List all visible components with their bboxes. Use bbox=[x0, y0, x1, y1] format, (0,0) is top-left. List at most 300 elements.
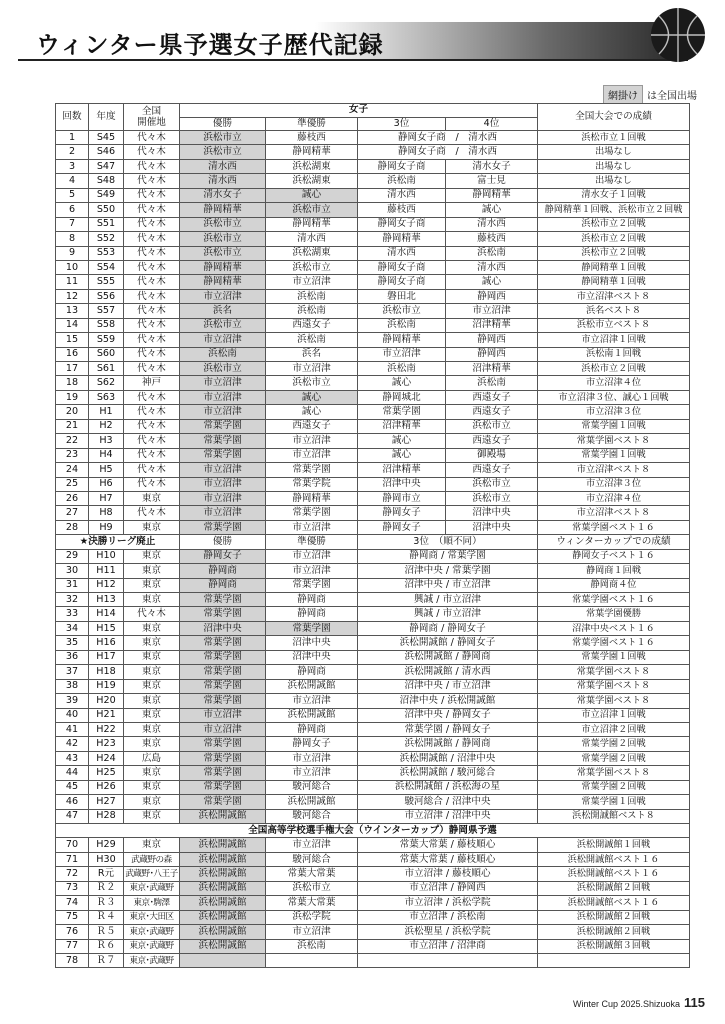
third-cell: 沼津中央 / 浜松開誠館 bbox=[358, 694, 538, 708]
year-cell: R元 bbox=[89, 867, 124, 881]
winner-cell: 常葉学園 bbox=[180, 520, 266, 534]
year-cell: H25 bbox=[89, 766, 124, 780]
round-cell: 22 bbox=[56, 434, 89, 448]
runner-cell: 浜松市立 bbox=[266, 376, 358, 390]
national-result-cell: 常葉学園２回戦 bbox=[538, 751, 690, 765]
table-row bbox=[56, 506, 690, 520]
year-cell: H26 bbox=[89, 780, 124, 794]
round-cell: 74 bbox=[56, 896, 89, 910]
fourth-cell: 富士見 bbox=[446, 174, 538, 188]
winner-cell: 浜松市立 bbox=[180, 362, 266, 376]
venue-cell: 東京 bbox=[124, 708, 180, 722]
table-row bbox=[56, 953, 690, 967]
venue-cell: 東京 bbox=[124, 809, 180, 823]
round-cell: 39 bbox=[56, 694, 89, 708]
runner-cell: 駿河総合 bbox=[266, 852, 358, 866]
winner-cell: 常葉学園 bbox=[180, 751, 266, 765]
winner-cell: 浜松開誠館 bbox=[180, 939, 266, 953]
runner-cell: 常葉学園 bbox=[266, 506, 358, 520]
title-underline bbox=[18, 59, 688, 61]
round-cell: 9 bbox=[56, 246, 89, 260]
national-result-cell: 静岡精華１回戦 bbox=[538, 275, 690, 289]
national-result-cell: 浜松開誠館２回戦 bbox=[538, 881, 690, 895]
third-cell: 誠心 bbox=[358, 376, 446, 390]
round-cell: 30 bbox=[56, 564, 89, 578]
venue-cell: 代々木 bbox=[124, 145, 180, 159]
runner-cell bbox=[266, 953, 358, 967]
national-result-cell: 常葉学園ベスト１６ bbox=[538, 520, 690, 534]
venue-cell: 東京･駒澤 bbox=[124, 896, 180, 910]
header-winner: 優勝 bbox=[180, 117, 266, 131]
national-result-cell: 浜松開誠館２回戦 bbox=[538, 925, 690, 939]
venue-cell: 代々木 bbox=[124, 463, 180, 477]
venue-cell: 代々木 bbox=[124, 405, 180, 419]
third-cell: 磐田北 bbox=[358, 289, 446, 303]
third-cell: 誠心 bbox=[358, 434, 446, 448]
third-cell: 市立沼津 bbox=[358, 347, 446, 361]
year-cell: H14 bbox=[89, 607, 124, 621]
venue-cell: 代々木 bbox=[124, 448, 180, 462]
runner-cell: 浜松開誠館 bbox=[266, 795, 358, 809]
year-cell: H27 bbox=[89, 795, 124, 809]
table-row bbox=[56, 925, 690, 939]
round-cell: 3 bbox=[56, 159, 89, 173]
winner-cell: 浜松開誠館 bbox=[180, 881, 266, 895]
winner-cell: 常葉学園 bbox=[180, 419, 266, 433]
table-row bbox=[56, 722, 690, 736]
venue-cell: 東京･武蔵野 bbox=[124, 953, 180, 967]
round-cell: 25 bbox=[56, 477, 89, 491]
year-cell: Ｒ３ bbox=[89, 896, 124, 910]
runner-cell: 静岡商 bbox=[266, 665, 358, 679]
winner-cell: 市立沼津 bbox=[180, 491, 266, 505]
table-row bbox=[56, 795, 690, 809]
year-cell: Ｒ６ bbox=[89, 939, 124, 953]
third-cell: 常葉学園 bbox=[358, 405, 446, 419]
national-result-cell: 市立沼津ベスト８ bbox=[538, 289, 690, 303]
winner-cell: 市立沼津 bbox=[180, 722, 266, 736]
table-row bbox=[56, 188, 690, 202]
fourth-cell: 静岡西 bbox=[446, 333, 538, 347]
winner-cell: 常葉学園 bbox=[180, 650, 266, 664]
third-cell: 浜松開誠館 / 静岡商 bbox=[358, 650, 538, 664]
runner-cell: 常葉学園 bbox=[266, 621, 358, 635]
venue-cell: 代々木 bbox=[124, 275, 180, 289]
third-cell: 市立沼津 / 浜松学院 bbox=[358, 896, 538, 910]
national-result-cell: 常葉学園１回戦 bbox=[538, 419, 690, 433]
year-cell: Ｒ５ bbox=[89, 925, 124, 939]
national-result-cell: 浜松市立１回戦 bbox=[538, 131, 690, 145]
third-cell: 静岡女子商 / 清水西 bbox=[358, 131, 538, 145]
runner-cell: 市立沼津 bbox=[266, 925, 358, 939]
table-row bbox=[56, 650, 690, 664]
table-row bbox=[56, 867, 690, 881]
year-cell: H6 bbox=[89, 477, 124, 491]
runner-cell: 常葉大常葉 bbox=[266, 896, 358, 910]
year-cell: H4 bbox=[89, 448, 124, 462]
round-cell: 17 bbox=[56, 362, 89, 376]
winner-cell: 浜松開誠館 bbox=[180, 925, 266, 939]
winner-cell: 市立沼津 bbox=[180, 390, 266, 404]
winner-cell: 常葉学園 bbox=[180, 434, 266, 448]
third-cell: 静岡女子商 bbox=[358, 159, 446, 173]
basketball-icon bbox=[649, 6, 707, 64]
table-row bbox=[56, 881, 690, 895]
runner-cell: 浜松学院 bbox=[266, 910, 358, 924]
venue-cell: 代々木 bbox=[124, 260, 180, 274]
runner-cell: 浜松南 bbox=[266, 289, 358, 303]
year-cell: S49 bbox=[89, 188, 124, 202]
third-cell: 静岡女子 bbox=[358, 506, 446, 520]
year-cell: H29 bbox=[89, 838, 124, 852]
winner-cell: 浜松市立 bbox=[180, 246, 266, 260]
winner-cell: 静岡精華 bbox=[180, 275, 266, 289]
runner-cell: 常葉学園 bbox=[266, 463, 358, 477]
year-cell: H16 bbox=[89, 636, 124, 650]
venue-cell: 代々木 bbox=[124, 333, 180, 347]
round-cell: 76 bbox=[56, 925, 89, 939]
third-cell: 興誠 / 市立沼津 bbox=[358, 593, 538, 607]
year-cell: H22 bbox=[89, 722, 124, 736]
fourth-cell: 沼津中央 bbox=[446, 506, 538, 520]
third-cell: 常葉大常葉 / 藤枝順心 bbox=[358, 838, 538, 852]
national-result-cell: 清水女子１回戦 bbox=[538, 188, 690, 202]
third-cell: 静岡商 / 静岡女子 bbox=[358, 621, 538, 635]
year-cell: H18 bbox=[89, 665, 124, 679]
venue-cell: 代々木 bbox=[124, 289, 180, 303]
table-row bbox=[56, 593, 690, 607]
venue-cell: 東京 bbox=[124, 578, 180, 592]
winner-cell: 浜松開誠館 bbox=[180, 867, 266, 881]
national-result-cell: 市立沼津１回戦 bbox=[538, 333, 690, 347]
national-result-cell: 常葉学園１回戦 bbox=[538, 650, 690, 664]
venue-cell: 東京 bbox=[124, 593, 180, 607]
year-cell: S61 bbox=[89, 362, 124, 376]
fourth-cell: 清水西 bbox=[446, 260, 538, 274]
table-row bbox=[56, 708, 690, 722]
national-result-cell: 浜松開誠館ベスト１６ bbox=[538, 896, 690, 910]
table-row bbox=[56, 405, 690, 419]
round-cell: 75 bbox=[56, 910, 89, 924]
year-cell: S45 bbox=[89, 131, 124, 145]
third-cell: 浜松南 bbox=[358, 174, 446, 188]
third-cell: 浜松開誠館 / 清水西 bbox=[358, 665, 538, 679]
winner-cell: 常葉学園 bbox=[180, 665, 266, 679]
header-runner: 準優勝 bbox=[266, 117, 358, 131]
national-result-cell: 静岡精華１回戦 bbox=[538, 260, 690, 274]
venue-cell: 東京 bbox=[124, 665, 180, 679]
round-cell: 38 bbox=[56, 679, 89, 693]
round-cell: 45 bbox=[56, 780, 89, 794]
fourth-cell: 静岡西 bbox=[446, 289, 538, 303]
national-result-cell: 常葉学園ベスト８ bbox=[538, 679, 690, 693]
table-row bbox=[56, 520, 690, 534]
venue-cell: 東京･武蔵野 bbox=[124, 881, 180, 895]
winner-cell: 浜松開誠館 bbox=[180, 809, 266, 823]
third-cell: 浜松市立 bbox=[358, 304, 446, 318]
third-cell: 浜松開誠館 / 浜松海の星 bbox=[358, 780, 538, 794]
year-cell: S60 bbox=[89, 347, 124, 361]
round-cell: 70 bbox=[56, 838, 89, 852]
third-cell: 静岡女子商 / 清水西 bbox=[358, 145, 538, 159]
third-cell: 浜松南 bbox=[358, 318, 446, 332]
third-cell: 浜松開誠館 / 駿河総合 bbox=[358, 766, 538, 780]
third-cell: 浜松聖星 / 浜松学院 bbox=[358, 925, 538, 939]
national-result-cell: 市立沼津４位 bbox=[538, 376, 690, 390]
table-row bbox=[56, 636, 690, 650]
winner-cell: 市立沼津 bbox=[180, 333, 266, 347]
venue-cell: 代々木 bbox=[124, 607, 180, 621]
national-result-cell: 市立沼津ベスト８ bbox=[538, 506, 690, 520]
runner-cell: 誠心 bbox=[266, 188, 358, 202]
national-result-cell bbox=[538, 953, 690, 967]
round-cell: 4 bbox=[56, 174, 89, 188]
national-result-cell: 静岡女子ベスト１６ bbox=[538, 549, 690, 563]
table-row bbox=[56, 131, 690, 145]
winner-cell: 常葉学園 bbox=[180, 593, 266, 607]
national-result-cell: 浜松市立ベスト８ bbox=[538, 318, 690, 332]
page-title: ウィンター県予選女子歴代記録 bbox=[36, 31, 384, 59]
table-row bbox=[56, 809, 690, 823]
header-row bbox=[56, 104, 690, 118]
section-row bbox=[56, 535, 690, 549]
table-row bbox=[56, 260, 690, 274]
third-cell: 静岡精華 bbox=[358, 333, 446, 347]
venue-cell: 代々木 bbox=[124, 174, 180, 188]
venue-cell: 代々木 bbox=[124, 347, 180, 361]
fourth-cell: 浜松南 bbox=[446, 376, 538, 390]
third-cell: 浜松開誠館 / 静岡商 bbox=[358, 737, 538, 751]
winner-cell: 清水女子 bbox=[180, 188, 266, 202]
winner-cell: 常葉学園 bbox=[180, 679, 266, 693]
round-cell: 16 bbox=[56, 347, 89, 361]
national-result-cell: 常葉学園ベスト８ bbox=[538, 434, 690, 448]
third-cell: 静岡市立 bbox=[358, 491, 446, 505]
runner-cell: 浜松開誠館 bbox=[266, 708, 358, 722]
table-row bbox=[56, 477, 690, 491]
winner-cell: 常葉学園 bbox=[180, 780, 266, 794]
year-cell: S54 bbox=[89, 260, 124, 274]
winner-cell: 静岡精華 bbox=[180, 260, 266, 274]
round-cell: 1 bbox=[56, 131, 89, 145]
runner-cell: 市立沼津 bbox=[266, 448, 358, 462]
fourth-cell: 静岡西 bbox=[446, 347, 538, 361]
venue-cell: 代々木 bbox=[124, 246, 180, 260]
table-row bbox=[56, 852, 690, 866]
third-cell bbox=[358, 953, 538, 967]
round-cell: 6 bbox=[56, 203, 89, 217]
national-result-cell: 浜松開誠館ベスト１６ bbox=[538, 852, 690, 866]
runner-cell: 常葉学園 bbox=[266, 578, 358, 592]
section-runner: 準優勝 bbox=[266, 535, 358, 549]
national-result-cell: 市立沼津３位 bbox=[538, 477, 690, 491]
table-row bbox=[56, 607, 690, 621]
year-cell: Ｒ７ bbox=[89, 953, 124, 967]
winner-cell: 浜松市立 bbox=[180, 217, 266, 231]
runner-cell: 静岡商 bbox=[266, 607, 358, 621]
round-cell: 72 bbox=[56, 867, 89, 881]
national-result-cell: 常葉学園ベスト１６ bbox=[538, 593, 690, 607]
third-cell: 沼津精華 bbox=[358, 463, 446, 477]
table-row bbox=[56, 159, 690, 173]
header-venue: 全国 開催地 bbox=[124, 104, 180, 131]
round-cell: 41 bbox=[56, 722, 89, 736]
table-row bbox=[56, 679, 690, 693]
national-result-cell: 浜松市立２回戦 bbox=[538, 362, 690, 376]
runner-cell: 浜松湖東 bbox=[266, 174, 358, 188]
round-cell: 43 bbox=[56, 751, 89, 765]
year-cell: H1 bbox=[89, 405, 124, 419]
year-cell: S52 bbox=[89, 232, 124, 246]
table-row bbox=[56, 463, 690, 477]
runner-cell: 駿河総合 bbox=[266, 780, 358, 794]
table-row bbox=[56, 751, 690, 765]
year-cell: S57 bbox=[89, 304, 124, 318]
table-row bbox=[56, 838, 690, 852]
round-cell: 34 bbox=[56, 621, 89, 635]
header-third: 3位 bbox=[358, 117, 446, 131]
year-cell: H8 bbox=[89, 506, 124, 520]
round-cell: 29 bbox=[56, 549, 89, 563]
fourth-cell: 浜松市立 bbox=[446, 477, 538, 491]
round-cell: 10 bbox=[56, 260, 89, 274]
table-row bbox=[56, 390, 690, 404]
venue-cell: 東京 bbox=[124, 520, 180, 534]
round-cell: 18 bbox=[56, 376, 89, 390]
national-result-cell: 静岡商１回戦 bbox=[538, 564, 690, 578]
runner-cell: 市立沼津 bbox=[266, 434, 358, 448]
third-cell: 沼津中央 / 市立沼津 bbox=[358, 578, 538, 592]
round-cell: 36 bbox=[56, 650, 89, 664]
header-national: 全国大会での成績 bbox=[538, 104, 690, 131]
round-cell: 11 bbox=[56, 275, 89, 289]
winner-cell: 沼津中央 bbox=[180, 621, 266, 635]
venue-cell: 代々木 bbox=[124, 434, 180, 448]
round-cell: 37 bbox=[56, 665, 89, 679]
national-result-cell: 常葉学園１回戦 bbox=[538, 795, 690, 809]
winner-cell: 常葉学園 bbox=[180, 737, 266, 751]
national-result-cell: 市立沼津４位 bbox=[538, 491, 690, 505]
section-row bbox=[56, 824, 690, 838]
fourth-cell: 沼津精華 bbox=[446, 318, 538, 332]
runner-cell: 浜松南 bbox=[266, 939, 358, 953]
winner-cell: 浜松市立 bbox=[180, 145, 266, 159]
venue-cell: 神戸 bbox=[124, 376, 180, 390]
winner-cell: 常葉学園 bbox=[180, 607, 266, 621]
table-row bbox=[56, 549, 690, 563]
national-result-cell: 常葉学園１回戦 bbox=[538, 448, 690, 462]
national-result-cell: 静岡商４位 bbox=[538, 578, 690, 592]
venue-cell: 東京･大田区 bbox=[124, 910, 180, 924]
third-cell: 静岡商 / 常葉学園 bbox=[358, 549, 538, 563]
runner-cell: 浜松市立 bbox=[266, 260, 358, 274]
winner-cell: 浜名 bbox=[180, 304, 266, 318]
table-row bbox=[56, 304, 690, 318]
fourth-cell: 静岡精華 bbox=[446, 188, 538, 202]
round-cell: 47 bbox=[56, 809, 89, 823]
table-row bbox=[56, 780, 690, 794]
year-cell: S51 bbox=[89, 217, 124, 231]
winner-cell: 浜松開誠館 bbox=[180, 838, 266, 852]
venue-cell: 東京 bbox=[124, 780, 180, 794]
national-result-cell: 常葉学園ベスト１６ bbox=[538, 636, 690, 650]
national-result-cell: 常葉学園ベスト８ bbox=[538, 766, 690, 780]
round-cell: 40 bbox=[56, 708, 89, 722]
venue-cell: 代々木 bbox=[124, 304, 180, 318]
national-result-cell: 常葉学園２回戦 bbox=[538, 737, 690, 751]
third-cell: 市立沼津 / 沼津中央 bbox=[358, 809, 538, 823]
national-result-cell: 浜松開誠館ベスト１６ bbox=[538, 867, 690, 881]
table-row bbox=[56, 232, 690, 246]
fourth-cell: 西遠女子 bbox=[446, 434, 538, 448]
fourth-cell: 浜松南 bbox=[446, 246, 538, 260]
winner-cell: 静岡商 bbox=[180, 564, 266, 578]
third-cell: 浜松開誠館 / 沼津中央 bbox=[358, 751, 538, 765]
runner-cell: 誠心 bbox=[266, 405, 358, 419]
round-cell: 2 bbox=[56, 145, 89, 159]
year-cell: Ｒ２ bbox=[89, 881, 124, 895]
winner-cell: 浜松市立 bbox=[180, 131, 266, 145]
fourth-cell: 誠心 bbox=[446, 203, 538, 217]
winner-cell: 市立沼津 bbox=[180, 708, 266, 722]
third-cell: 清水西 bbox=[358, 246, 446, 260]
national-result-cell: 常葉学園ベスト８ bbox=[538, 694, 690, 708]
year-cell: H20 bbox=[89, 694, 124, 708]
year-cell: H23 bbox=[89, 737, 124, 751]
table-row bbox=[56, 896, 690, 910]
fourth-cell: 沼津精華 bbox=[446, 362, 538, 376]
venue-cell: 東京 bbox=[124, 636, 180, 650]
table-row bbox=[56, 694, 690, 708]
runner-cell: 浜松湖東 bbox=[266, 246, 358, 260]
fourth-cell: 誠心 bbox=[446, 275, 538, 289]
runner-cell: 市立沼津 bbox=[266, 549, 358, 563]
table-row bbox=[56, 333, 690, 347]
winner-cell: 常葉学園 bbox=[180, 795, 266, 809]
year-cell: H10 bbox=[89, 549, 124, 563]
year-cell: S55 bbox=[89, 275, 124, 289]
venue-cell: 東京 bbox=[124, 795, 180, 809]
runner-cell: 静岡精華 bbox=[266, 217, 358, 231]
table-row bbox=[56, 665, 690, 679]
year-cell: H12 bbox=[89, 578, 124, 592]
runner-cell: 浜松南 bbox=[266, 333, 358, 347]
year-cell: S56 bbox=[89, 289, 124, 303]
round-cell: 78 bbox=[56, 953, 89, 967]
year-cell: H30 bbox=[89, 852, 124, 866]
venue-cell: 代々木 bbox=[124, 131, 180, 145]
legend-text: は全国出場 bbox=[647, 91, 697, 102]
winner-cell: 常葉学園 bbox=[180, 694, 266, 708]
table-row bbox=[56, 737, 690, 751]
runner-cell: 浜名 bbox=[266, 347, 358, 361]
runner-cell: 静岡商 bbox=[266, 593, 358, 607]
fourth-cell: 西遠女子 bbox=[446, 390, 538, 404]
winner-cell: 静岡商 bbox=[180, 578, 266, 592]
runner-cell: 静岡精華 bbox=[266, 491, 358, 505]
table-row bbox=[56, 217, 690, 231]
national-result-cell: 出場なし bbox=[538, 145, 690, 159]
runner-cell: 静岡商 bbox=[266, 722, 358, 736]
round-cell: 20 bbox=[56, 405, 89, 419]
national-result-cell: 浜松開誠館３回戦 bbox=[538, 939, 690, 953]
winner-cell: 市立沼津 bbox=[180, 506, 266, 520]
runner-cell: 市立沼津 bbox=[266, 362, 358, 376]
national-result-cell: 市立沼津３位 bbox=[538, 405, 690, 419]
venue-cell: 東京 bbox=[124, 722, 180, 736]
runner-cell: 沼津中央 bbox=[266, 636, 358, 650]
national-result-cell: 浜松開誠館１回戦 bbox=[538, 838, 690, 852]
